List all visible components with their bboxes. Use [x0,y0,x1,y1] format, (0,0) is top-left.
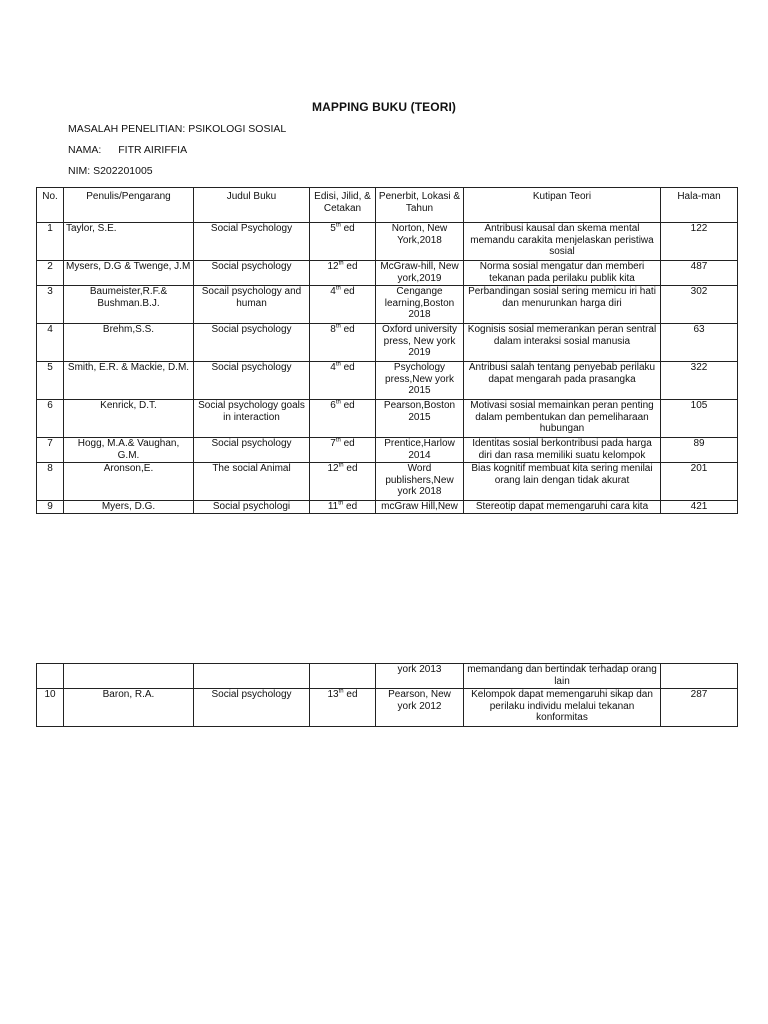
cell-book-title: Socail psychology and human [194,286,310,324]
cell-theory-quote: Antribusi salah tentang penyebab perilaku dapat mengarah pada prasangka [464,362,661,400]
cell-page: 322 [661,362,738,400]
table-row [37,400,738,438]
edition-suffix: ed [340,324,355,335]
cell-book-title: The social Animal [194,463,310,501]
cell-author: Mysers, D.G & Twenge, J.M [64,261,194,286]
cell-book-title: Social psychology [194,438,310,463]
cell-publisher: Oxford university press, New york 2019 [376,324,464,362]
edition-suffix: ed [343,261,358,272]
edition-number: 12 [327,463,339,474]
edition-number: 7 [330,438,336,449]
cell-author: Brehm,S.S. [64,324,194,362]
table-row [37,689,738,727]
cell-no: 4 [37,324,64,362]
cell-edition [310,664,376,689]
cell-author: Baumeister,R.F.& Bushman.B.J. [64,286,194,324]
edition-superscript: th [338,260,344,267]
cell-theory-quote: Norma sosial mengatur dan memberi tekanan pada perilaku publik kita [464,261,661,286]
cell-page: 287 [661,689,738,727]
cell-publisher: Word publishers,New york 2018 [376,463,464,501]
cell-publisher: Prentice,Harlow 2014 [376,438,464,463]
book-mapping-table [36,187,738,514]
student-id: NIM: S202201005 [68,165,153,177]
cell-no: 1 [37,223,64,261]
cell-book-title [194,664,310,689]
cell-edition [310,400,376,438]
cell-theory-quote: Kelompok dapat memengaruhi sikap dan perilaku individu melalui tekanan konformitas [464,689,661,727]
edition-superscript: th [335,222,341,229]
cell-page: 63 [661,324,738,362]
header-page: Hala-man [661,188,738,223]
cell-book-title: Social psychology [194,689,310,727]
cell-no [37,664,64,689]
cell-page: 302 [661,286,738,324]
cell-book-title: Social psychology [194,324,310,362]
table-row [37,286,738,324]
cell-edition [310,324,376,362]
table-row [37,362,738,400]
cell-edition [310,438,376,463]
edition-number: 5 [330,223,336,234]
edition-number: 4 [330,362,336,373]
cell-theory-quote: Motivasi sosial memainkan peran penting dalam pembentukan dan pemeliharaan hubungan [464,400,661,438]
header-book-title: Judul Buku [194,188,310,223]
edition-superscript: th [335,399,341,406]
cell-author: Myers, D.G. [64,501,194,514]
header-theory-quote: Kutipan Teori [464,188,661,223]
header-no: No. [37,188,64,223]
cell-theory-quote: Antribusi kausal dan skema mental memandu carakita menjelaskan peristiwa sosial [464,223,661,261]
edition-suffix: ed [340,286,355,297]
cell-author: Aronson,E. [64,463,194,501]
edition-number: 4 [330,286,336,297]
cell-page: 487 [661,261,738,286]
cell-author: Hogg, M.A.& Vaughan, G.M. [64,438,194,463]
continuation-row [37,664,738,689]
edition-number: 8 [330,324,336,335]
cell-book-title: Social Psychology [194,223,310,261]
header-author: Penulis/Pengarang [64,188,194,223]
edition-suffix: ed [340,438,355,449]
cell-no: 10 [37,689,64,727]
cell-author: Smith, E.R. & Mackie, D.M. [64,362,194,400]
edition-superscript: th [335,361,341,368]
table-row [37,324,738,362]
research-problem: MASALAH PENELITIAN: PSIKOLOGI SOSIAL [68,123,287,135]
edition-superscript: th [338,688,344,695]
table-row [37,261,738,286]
cell-edition [310,261,376,286]
edition-superscript: th [335,285,341,292]
edition-suffix: ed [340,223,355,234]
table-row [37,223,738,261]
cell-publisher: Cengange learning,Boston 2018 [376,286,464,324]
header-publisher: Penerbit, Lokasi & Tahun [376,188,464,223]
table-row [37,501,738,514]
name-value: FITR AIRIFFIA [118,144,188,156]
cell-theory-quote: memandang dan bertindak terhadap orang lain [464,664,661,689]
edition-suffix: ed [340,400,355,411]
cell-theory-quote: Kognisis sosial memerankan peran sentral dalam interaksi sosial manusia [464,324,661,362]
cell-author: Kenrick, D.T. [64,400,194,438]
cell-edition [310,689,376,727]
cell-publisher: mcGraw Hill,New [376,501,464,514]
cell-book-title: Social psychology goals in interaction [194,400,310,438]
cell-no: 5 [37,362,64,400]
cell-page: 421 [661,501,738,514]
cell-book-title: Social psychology [194,261,310,286]
edition-suffix: ed [340,362,355,373]
edition-suffix: ed [343,501,358,512]
edition-superscript: th [338,462,344,469]
edition-number: 13 [327,689,339,700]
edition-number: 11 [327,501,339,512]
cell-publisher: york 2013 [376,664,464,689]
cell-author: Baron, R.A. [64,689,194,727]
cell-page [661,664,738,689]
cell-page: 89 [661,438,738,463]
edition-superscript: th [335,323,341,330]
cell-theory-quote: Stereotip dapat memengaruhi cara kita [464,501,661,514]
cell-no: 2 [37,261,64,286]
name-label: NAMA: [68,144,102,156]
book-mapping-table-continued [36,663,738,727]
cell-publisher: Pearson, New york 2012 [376,689,464,727]
cell-no: 3 [37,286,64,324]
cell-edition [310,286,376,324]
edition-superscript: th [335,437,341,444]
table-row [37,463,738,501]
cell-author: Taylor, S.E. [64,223,194,261]
cell-no: 6 [37,400,64,438]
cell-book-title: Social psychologi [194,501,310,514]
cell-page: 105 [661,400,738,438]
cell-no: 7 [37,438,64,463]
cell-theory-quote: Perbandingan sosial sering memicu iri hati dan menurunkan harga diri [464,286,661,324]
header-edition: Edisi, Jilid, & Cetakan [310,188,376,223]
cell-book-title: Social psychology [194,362,310,400]
cell-publisher: McGraw-hill, New york,2019 [376,261,464,286]
cell-edition [310,463,376,501]
cell-page: 122 [661,223,738,261]
edition-suffix: ed [343,463,358,474]
cell-no: 8 [37,463,64,501]
table-row [37,438,738,463]
name-line [68,144,187,156]
cell-edition [310,362,376,400]
table-header-row [37,188,738,223]
edition-suffix: ed [343,689,358,700]
edition-number: 6 [330,400,336,411]
edition-number: 12 [327,261,339,272]
cell-theory-quote: Identitas sosial berkontribusi pada harga diri dan rasa memiliki suatu kelompok [464,438,661,463]
cell-publisher: Norton, New York,2018 [376,223,464,261]
cell-edition [310,223,376,261]
cell-page: 201 [661,463,738,501]
page-title: MAPPING BUKU (TEORI) [312,100,456,114]
cell-edition [310,501,376,514]
cell-author [64,664,194,689]
cell-theory-quote: Bias kognitif membuat kita sering menilai orang lain dengan tidak akurat [464,463,661,501]
cell-publisher: Pearson,Boston 2015 [376,400,464,438]
cell-no: 9 [37,501,64,514]
cell-publisher: Psychology press,New york 2015 [376,362,464,400]
edition-superscript: th [338,500,344,507]
